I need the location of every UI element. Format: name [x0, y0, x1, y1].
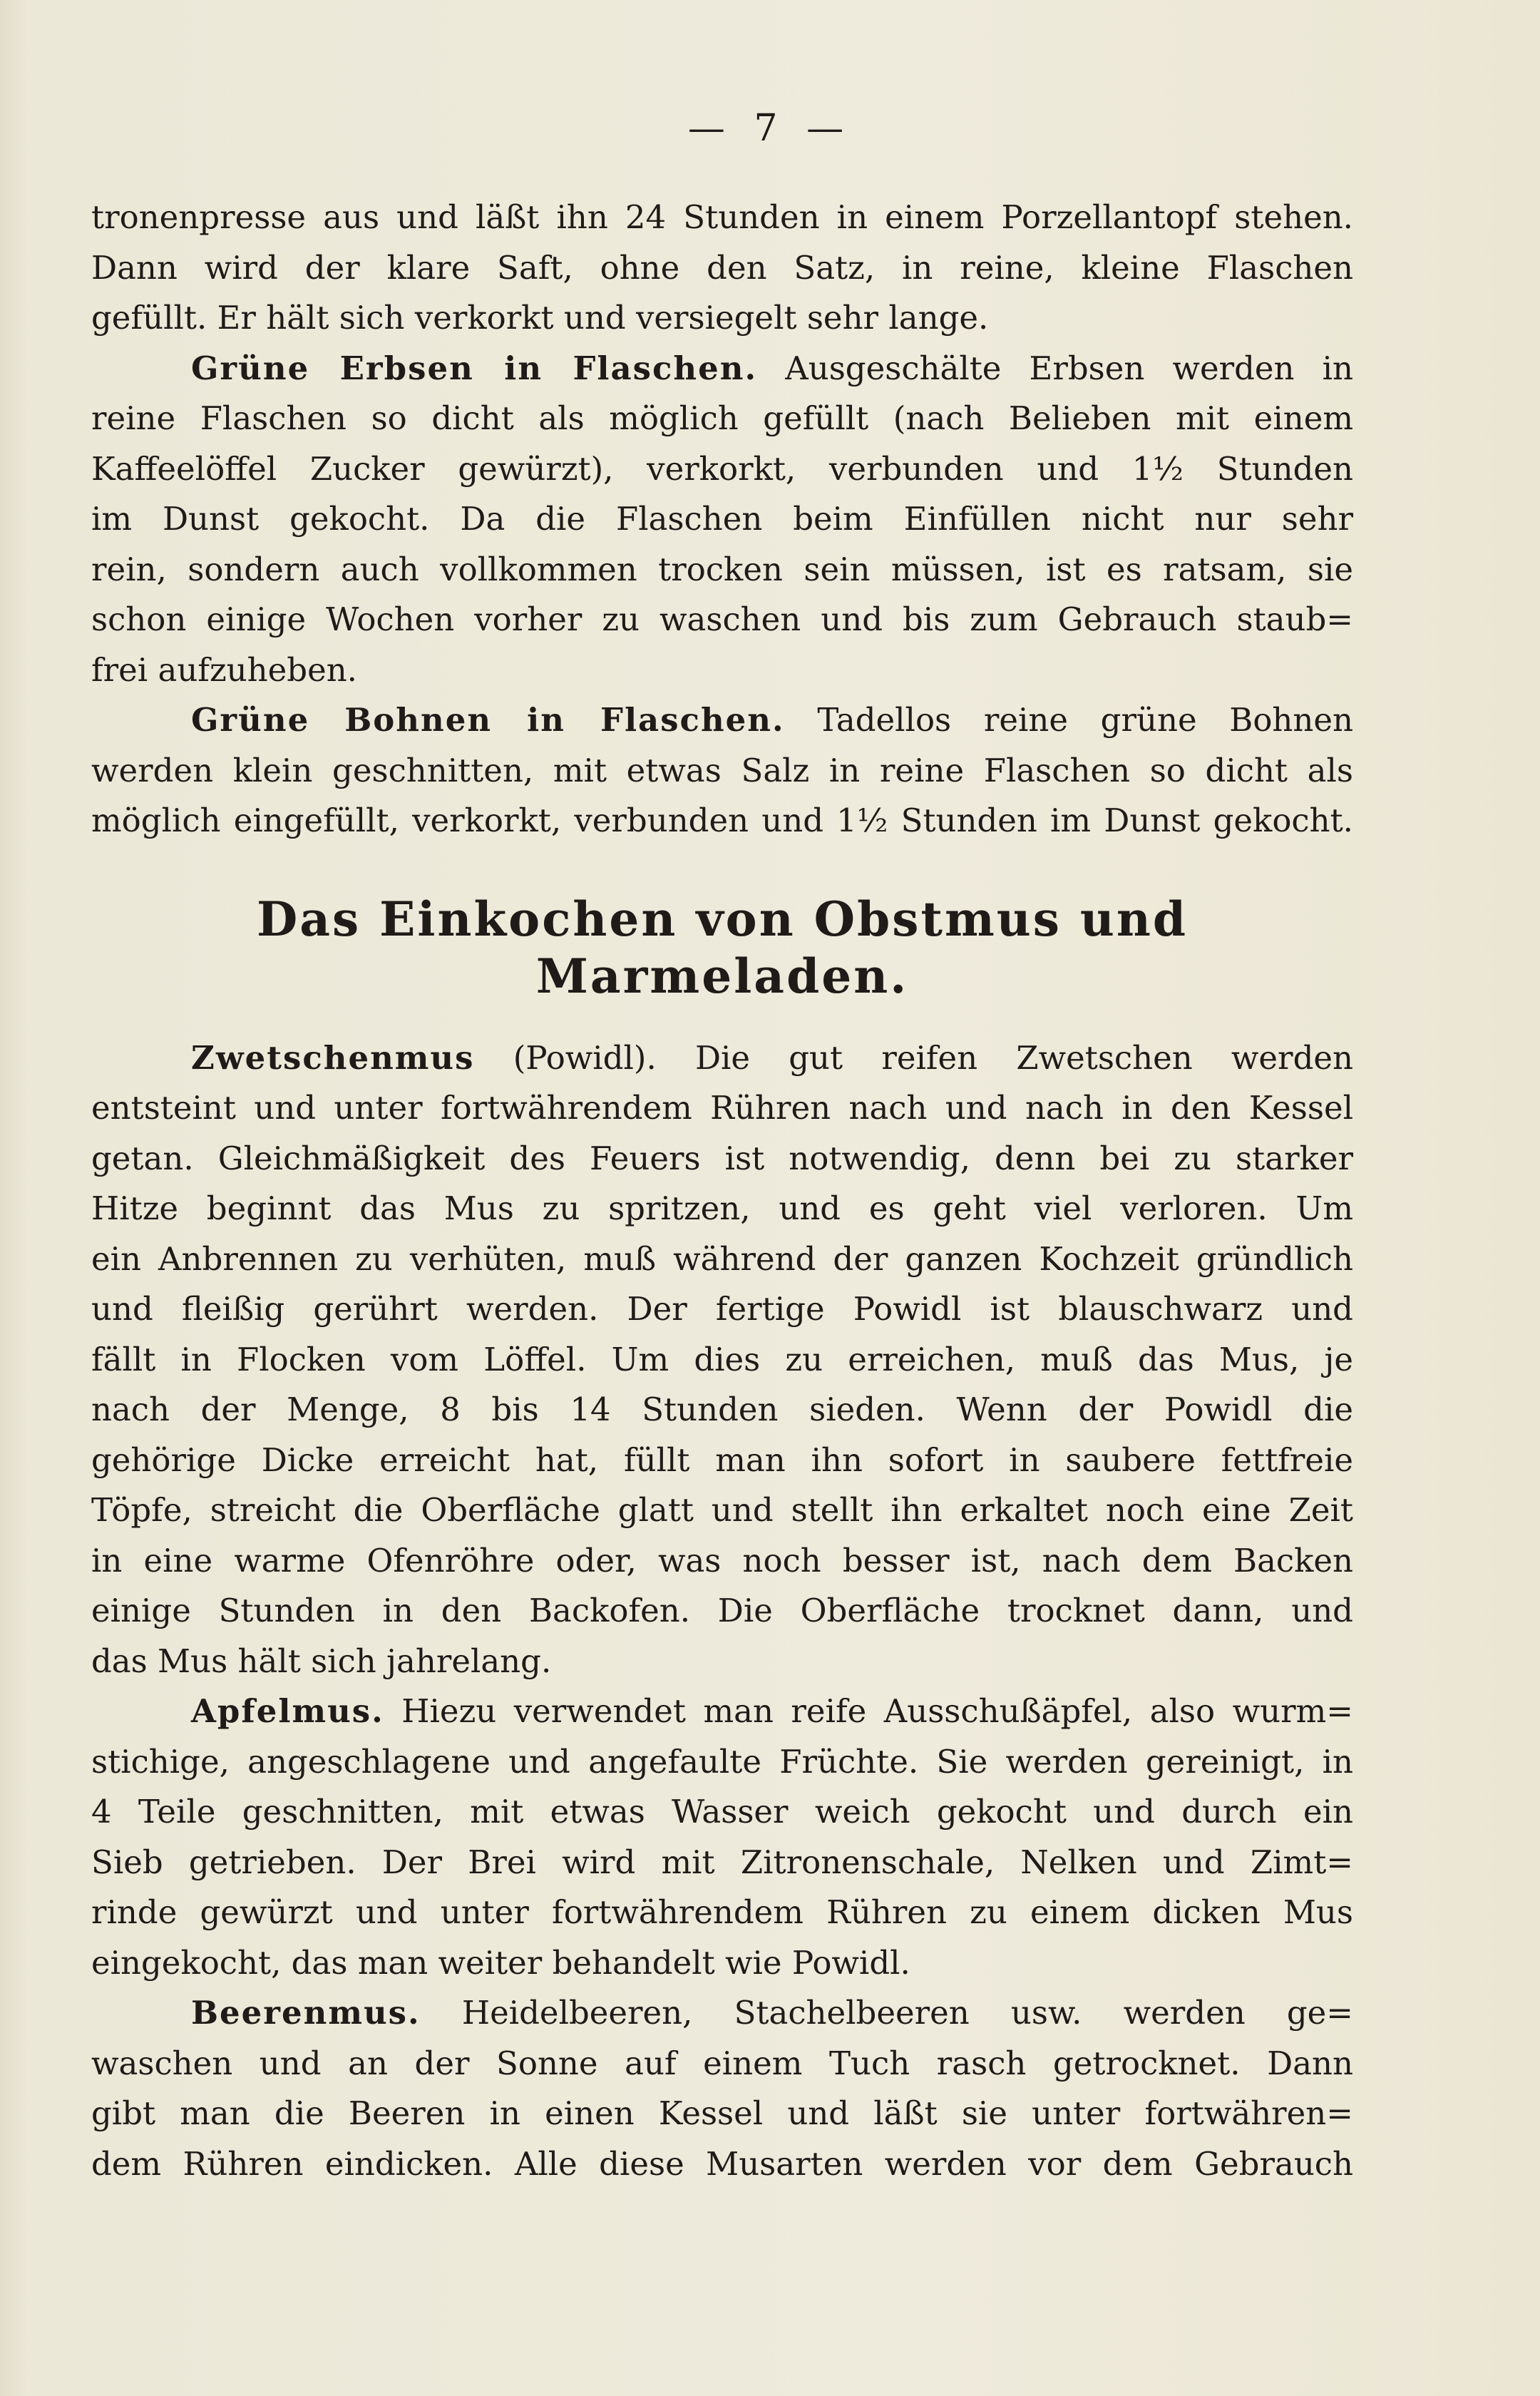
recipe-heading: Apfelmus.	[191, 1692, 384, 1730]
recipe-heading: Zwetschenmus	[191, 1038, 475, 1077]
text-line: in eine warme Ofenröhre oder, was noch besser ist, nach dem Backen	[91, 1541, 1353, 1580]
text-line: eingekocht, das man weiter behandelt wie Powidl.	[91, 1943, 910, 1982]
text-line: einige Stunden in den Backofen. Die Oberfläche trocknet dann, und	[91, 1592, 1353, 1629]
text-line	[91, 1686, 1353, 1737]
text-line	[91, 1988, 1353, 2039]
recipe-gruene-erbsen	[91, 344, 1353, 696]
recipe-heading: Beerenmus.	[191, 1994, 421, 2032]
section-title: Das Einkochen von Obstmus und Marmeladen.	[256, 891, 1189, 1004]
text-line: im Dunst gekocht. Da die Flaschen beim Einfüllen nicht nur sehr	[91, 500, 1353, 538]
text-line: getan. Gleichmäßigkeit des Feuers ist notwendig, denn bei zu starker	[91, 1139, 1353, 1177]
text-line: möglich eingefüllt, verkorkt, verbunden und 1½ Stunden im Dunst gekocht.	[91, 802, 1353, 839]
text-fragment: Hiezu verwendet man reife Ausschußäpfel, also wurm=	[401, 1692, 1353, 1730]
text-line: Töpfe, streicht die Oberfläche glatt und stellt ihn erkaltet noch eine Zeit	[91, 1491, 1353, 1529]
text-line: entsteint und unter fortwährendem Rühren nach und nach in den Kessel	[91, 1089, 1353, 1127]
recipe-gruene-bohnen	[91, 695, 1353, 846]
recipe-heading: Grüne Erbsen in Flaschen.	[191, 349, 758, 387]
text-line: Hitze beginnt das Mus zu spritzen, und es geht viel verloren. Um	[91, 1189, 1353, 1227]
recipe-heading: Grüne Bohnen in Flaschen.	[191, 701, 785, 739]
text-line: Dann wird der klare Saft, ohne den Satz, in reine, kleine Flaschen	[91, 248, 1353, 287]
text-line: tronenpresse aus und läßt ihn 24 Stunden in einem Porzellantopf stehen.	[91, 198, 1353, 236]
text-line: reine Flaschen so dicht als möglich gefüllt (nach Belieben mit einem	[91, 399, 1353, 437]
text-line: frei aufzuheben.	[91, 650, 357, 689]
text-fragment: Heidelbeeren, Stachelbeeren usw. werden ge=	[461, 1994, 1353, 2032]
text-line	[91, 344, 1353, 394]
text-line: stichige, angeschlagene und angefaulte Früchte. Sie werden gereinigt, in	[91, 1742, 1353, 1781]
recipe-zwetschenmus	[91, 1033, 1353, 1687]
text-line: gefüllt. Er hält sich verkorkt und versiegelt sehr lange.	[91, 299, 989, 337]
text-line: fällt in Flocken vom Löffel. Um dies zu erreichen, muß das Mus, je	[91, 1340, 1353, 1378]
text-line: gibt man die Beeren in einen Kessel und läßt sie unter fortwähren=	[91, 2094, 1353, 2132]
text-line	[91, 1033, 1353, 1084]
text-line: rein, sondern auch vollkommen trocken sein müssen, ist es ratsam, sie	[91, 550, 1353, 588]
text-line: 4 Teile geschnitten, mit etwas Wasser weich gekocht und durch ein	[91, 1793, 1353, 1831]
paragraph-continuation	[91, 193, 1353, 344]
text-line: Kaffeelöffel Zucker gewürzt), verkorkt, verbunden und 1½ Stunden	[91, 449, 1353, 488]
recipe-beerenmus	[91, 1988, 1353, 2189]
text-line: waschen und an der Sonne auf einem Tuch rasch getrocknet. Dann	[91, 2044, 1353, 2082]
text-line: gehörige Dicke erreicht hat, füllt man ihn sofort in saubere fettfreie	[91, 1440, 1353, 1479]
text-line: schon einige Wochen vorher zu waschen und bis zum Gebrauch staub=	[91, 600, 1353, 638]
text-line	[91, 695, 1353, 746]
text-fragment: Ausgeschälte Erbsen werden in	[785, 349, 1353, 387]
recipe-apfelmus	[91, 1686, 1353, 1988]
text-fragment: Tadellos reine grüne Bohnen	[817, 701, 1353, 739]
text-line: rinde gewürzt und unter fortwährendem Rühren zu einem dicken Mus	[91, 1893, 1353, 1931]
text-line: ein Anbrennen zu verhüten, muß während der ganzen Kochzeit gründlich	[91, 1239, 1353, 1278]
page-number: — 7 —	[687, 107, 853, 150]
text-line: und fleißig gerührt werden. Der fertige Powidl ist blauschwarz und	[91, 1290, 1353, 1328]
text-fragment: (Powidl). Die gut reifen Zwetschen werden	[513, 1038, 1353, 1077]
text-line: werden klein geschnitten, mit etwas Salz in reine Flaschen so dicht als	[91, 751, 1353, 789]
text-line: Sieb getrieben. Der Brei wird mit Zitronenschale, Nelken und Zimt=	[91, 1843, 1353, 1881]
page-body	[91, 193, 1353, 2189]
text-line: das Mus hält sich jahrelang.	[91, 1642, 552, 1680]
text-line: nach der Menge, 8 bis 14 Stunden sieden. Wenn der Powidl die	[91, 1391, 1353, 1428]
text-line: dem Rühren eindicken. Alle diese Musarten werden vor dem Gebrauch	[91, 2144, 1353, 2183]
